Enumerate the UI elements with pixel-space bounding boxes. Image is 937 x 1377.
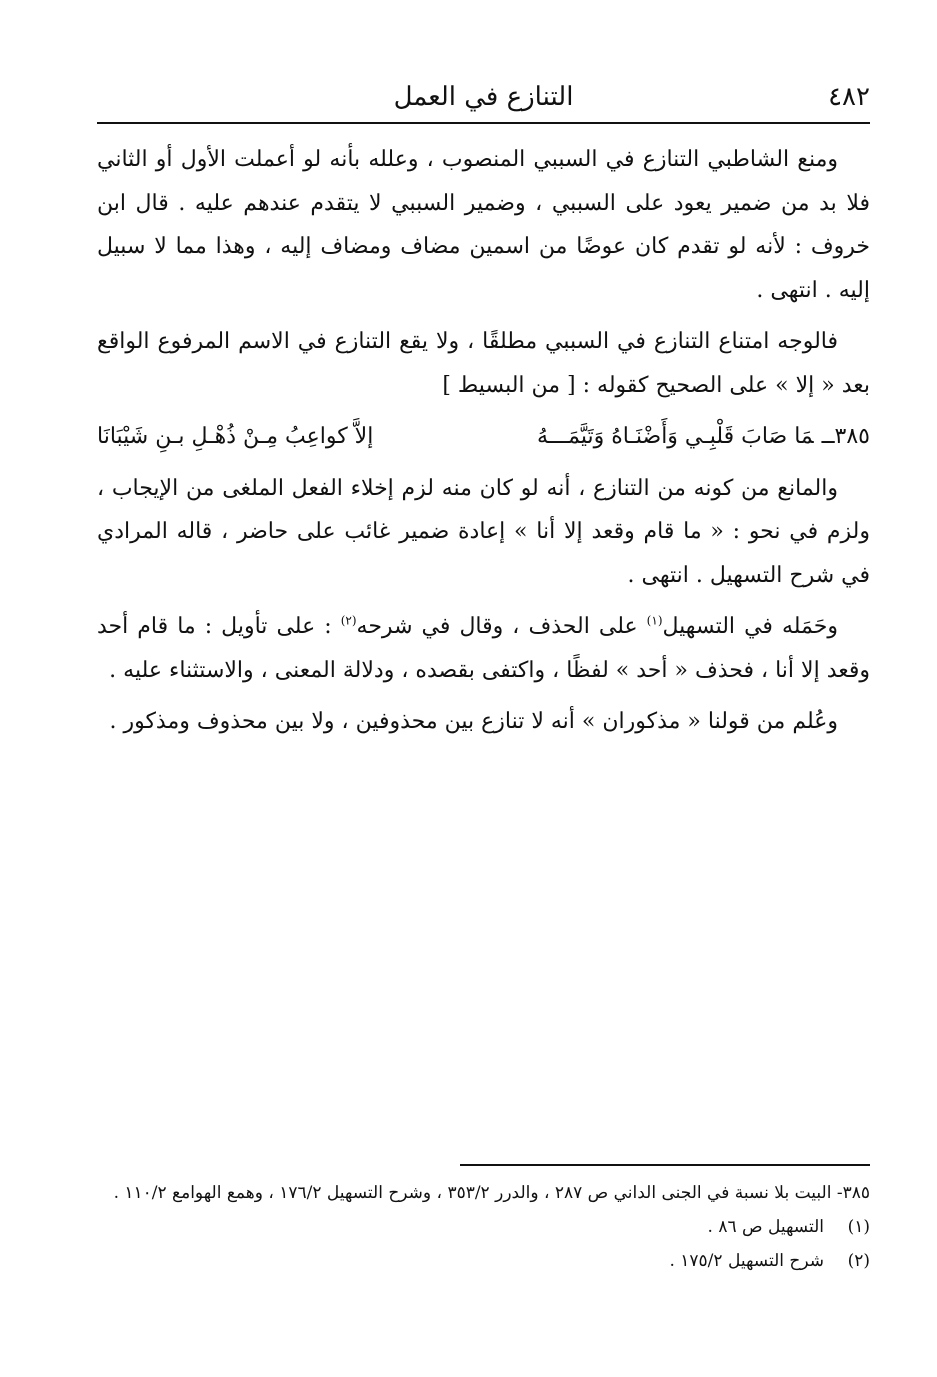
footnote-index: (٢) <box>847 1251 870 1271</box>
footnote-index: (١) <box>847 1217 870 1237</box>
verse-number: ٣٨٥ــ <box>821 424 870 449</box>
footnote-ref: (٢) <box>340 613 357 628</box>
paragraph: وحَمَله في التسهيل$^{(١)}$ على الحذف ، وقال في شرحه$^{(٢)}$ : على تأويل : ما قام أحد وقعد إلا أنا ، فحذف « أحد » لفظًا ، واكتفى بقصده ، ودلالة المعنى ، والاستثناء عليه . <box>97 613 870 683</box>
verse-second-hemistich: إلاَّ كواعِبُ مِـنْ ذُهْـلِ بـنِ شَيْبَانَا <box>97 424 374 449</box>
verse-first-hemistich: ٣٨٥ــمَا صَابَ قَلْبِـي وَأَضْنَـاهُ وَتَيَّمَـــهُ <box>536 424 870 449</box>
running-title: التنازع في العمل <box>393 82 574 112</box>
footnote-text: شرح التسهيل ١٧٥/٢ . <box>669 1251 824 1271</box>
main-text <box>97 138 870 752</box>
paragraph: فالوجه امتناع التنازع في السببي مطلقًا ، ولا يقع التنازع في الاسم المرفوع الواقع بعد « إلا » على الصحيح كقوله : [ من البسيط ] <box>97 329 870 398</box>
footnote-item <box>97 1210 870 1244</box>
footnote-verse-source: ٣٨٥- البيت بلا نسبة في الجنى الداني ص ٢٨٧ ، والدرر ٣٥٣/٢ ، وشرح التسهيل ١٧٦/٢ ، وهمع الهوامع ١١٠/٢ . <box>113 1183 870 1203</box>
paragraph: ومنع الشاطبي التنازع في السببي المنصوب ، وعلله بأنه لو أعملت الأول أو الثاني فلا بد من ضمير يعود على السببي ، وضمير السببي لا يتقدم عندهم عليه . قال ابن خروف : لأنه لو تقدم كان عوضًا من اسمين مضاف ومضاف إليه ، وهذا مما لا سبيل إليه . انتهى . <box>97 147 870 303</box>
footnote-ref: (١) <box>646 613 663 628</box>
footnote-item <box>97 1244 870 1278</box>
page-number: ٤٨٢ <box>828 82 870 112</box>
footnote-divider <box>460 1164 870 1166</box>
poetry-verse <box>97 415 870 459</box>
footnotes <box>97 1176 870 1278</box>
paragraph: وعُلم من قولنا « مذكوران » أنه لا تنازع بين محذوفين ، ولا بين محذوف ومذكور . <box>109 709 838 734</box>
footnote-text: التسهيل ص ٨٦ . <box>707 1217 824 1237</box>
page-header <box>97 78 870 124</box>
paragraph: والمانع من كونه من التنازع ، أنه لو كان منه لزم إخلاء الفعل الملغى من الإيجاب ، ولزم في نحو : « ما قام وقعد إلا أنا » إعادة ضمير غائب على حاضر ، قاله المرادي في شرح التسهيل . انتهى . <box>97 475 870 588</box>
